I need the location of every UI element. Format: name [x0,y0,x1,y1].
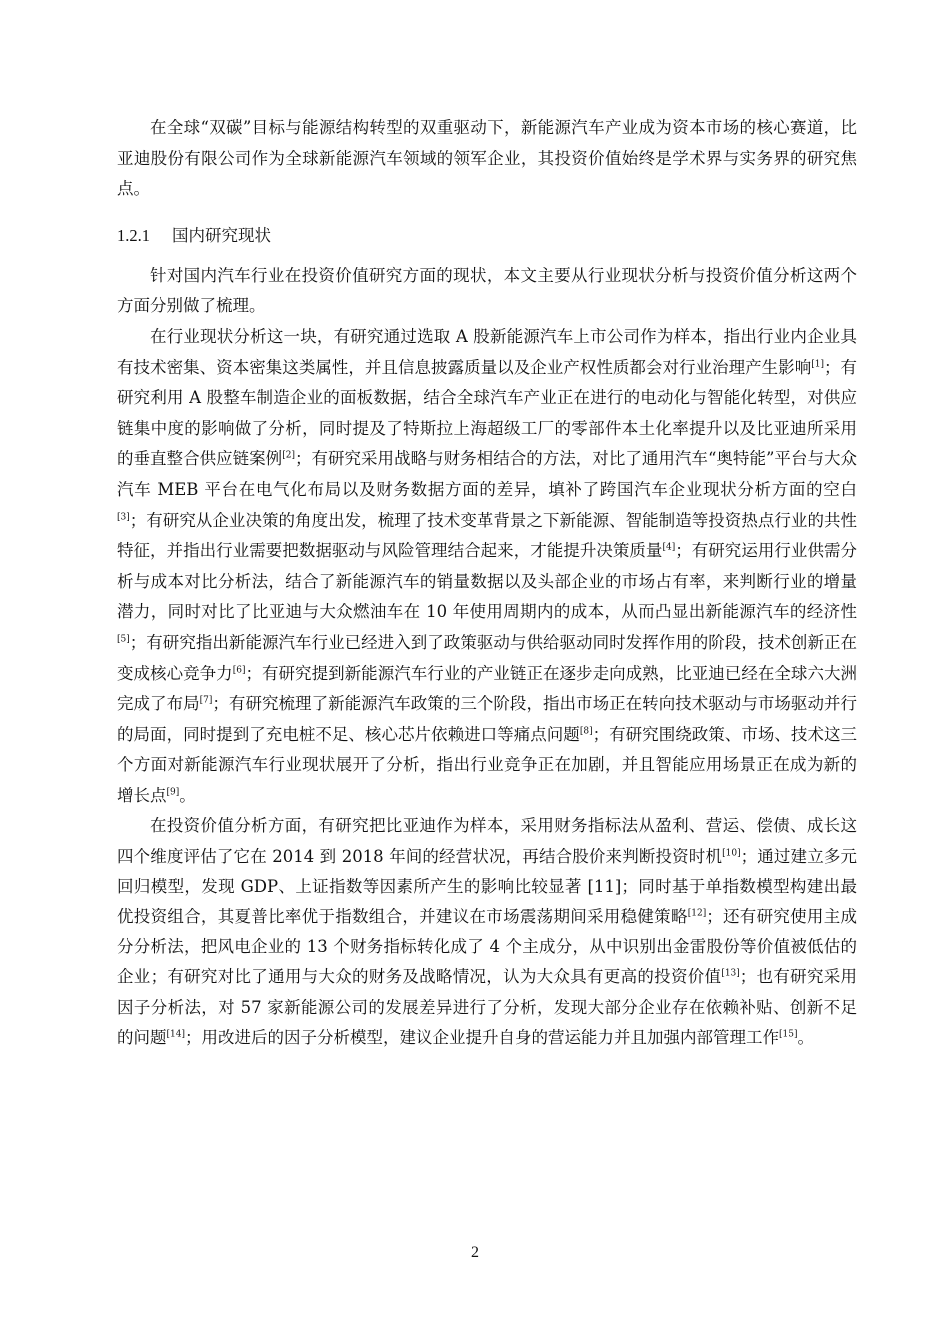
citation: [7] [199,695,213,706]
citation: [12] [687,908,707,919]
citation: [1] [811,359,824,370]
citation: [14] [166,1029,185,1040]
paragraph-investment-value [117,811,857,1053]
text-segment: ；也有研究采用因子分析法，对 57 家新能源公司的发展差异进行了分析，发现大部分企业存在依赖补贴、创新不足的问题 [117,967,858,1047]
text-segment: ；有研究运用行业供需分析与成本对比分析法，结合了新能源汽车的销量数据以及头部企业的市场占有率，来判断行业的增量潜力，同时对比了比亚迪与大众燃油车在 10 年使用周期内的成本，从而凸显出新能源汽车的经济性 [117,541,858,622]
section-title: 国内研究现状 [172,225,271,245]
text-segment: 。 [797,1027,814,1047]
intro-paragraph: 在全球“双碳”目标与能源结构转型的双重驱动下，新能源汽车产业成为资本市场的核心赛道，比亚迪股份有限公司作为全球新能源汽车领域的领军企业，其投资价值始终是学术界与实务界的研究焦点。 [117,118,857,199]
citation: [4] [662,542,676,553]
body-text [117,113,857,1053]
citation: [6] [232,665,246,675]
text-segment: ；有研究围绕政策、市场、技术这三个方面对新能源汽车行业现状展开了分析，指出行业竞争正在加剧，并且智能应用场景正在成为新的增长点 [117,724,858,805]
paragraph-overview: 针对国内汽车行业在投资价值研究方面的现状，本文主要从行业现状分析与投资价值分析这两个方面分别做了梳理。 [117,265,857,316]
citation: [9] [166,787,180,798]
text-segment: ；有研究采用战略与财务相结合的方法，对比了通用汽车“奥特能”平台与大众汽车 MEB 平台在电气化布局以及财务数据方面的差异，填补了跨国汽车企业现状分析方面的空白 [117,449,857,499]
text-segment: 在行业现状分析这一块，有研究通过选取 A 股新能源汽车上市公司作为样本，指出行业内企业具有技术密集、资本密集这类属性，并且信息披露质量以及企业产权性质都会对行业治理产生影响 [117,326,857,377]
text-segment: ；有研究指出新能源汽车行业已经进入到了政策驱动与供给驱动同时发挥作用的阶段，技术创新正在变成核心竞争力 [117,632,857,683]
citation: [3] [117,512,130,523]
text-segment: ；用改进后的因子分析模型，建议企业提升自身的营运能力并且加强内部管理工作 [184,1027,779,1047]
text-segment: 。 [179,785,196,805]
paragraph-industry-status [117,322,857,812]
citation: [5] [117,634,130,645]
citation: [13] [721,968,740,979]
citation: [8] [579,726,593,737]
section-heading [117,223,857,249]
citation: [2] [282,450,295,461]
text-segment: 在投资价值分析方面，有研究把比亚迪作为样本，采用财务指标法从盈利、营运、偿债、成长这四个维度评估了它在 2014 到 2018 年间的经营状况，再结合股价来判断投资时机 [117,816,857,866]
text-segment: ；有研究利用 A 股整车制造企业的面板数据，结合全球汽车产业正在进行的电动化与智能化转型，对供应链集中度的影响做了分析，同时提及了特斯拉上海超级工厂的零部件本土化率提升以及比亚迪所采用的垂直整合供应链案例 [117,357,858,469]
text-segment: ；还有研究使用主成分分析法，把风电企业的 13 个财务指标转化成了 4 个主成分，从中识别出金雷股份等价值被低估的企业；有研究对比了通用与大众的财务及战略情况，认为大众具有更高的投资价值 [117,907,858,987]
section-number: 1.2.1 [117,225,150,245]
citation: [10] [722,848,741,859]
text-segment: ；通过建立多元回归模型，发现 GDP、上证指数等因素所产生的影响比较显著 [11]；同时基于单指数模型构建出最优投资组合，其夏普比率优于指数组合，并建议在市场震荡期间采用稳健策略 [117,846,858,927]
citation: [15] [778,1029,798,1040]
text-segment: ；有研究梳理了新能源汽车政策的三个阶段，指出市场正在转向技术驱动与市场驱动并行的局面，同时提到了充电桩不足、核心芯片依赖进口等痛点问题 [117,694,858,744]
text-segment: ；有研究提到新能源汽车行业的产业链正在逐步走向成熟，比亚迪已经在全球六大洲完成了布局 [117,663,858,714]
page-number: 2 [471,1244,479,1261]
text-segment: ；有研究从企业决策的角度出发，梳理了技术变革背景之下新能源、智能制造等投资热点行业的共性特征，并指出行业需要把数据驱动与风险管理结合起来，才能提升决策质量 [117,510,857,561]
